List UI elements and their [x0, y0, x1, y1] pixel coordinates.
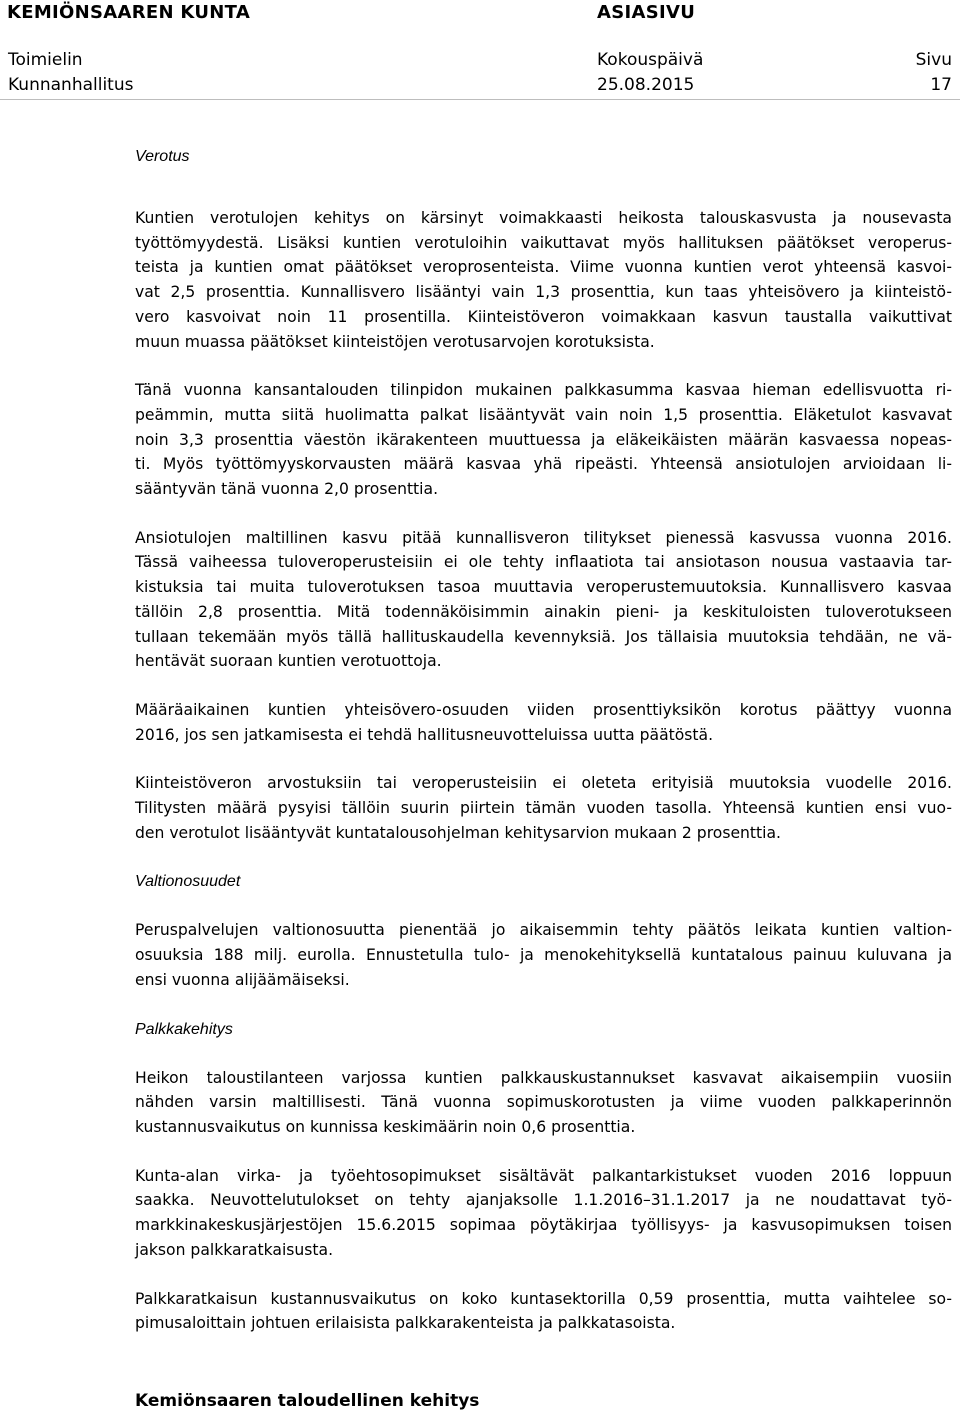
paragraph	[135, 918, 952, 992]
meeting-date-label: Kokouspäivä	[597, 50, 704, 70]
section-title-verotus: Verotus	[135, 148, 190, 165]
header-row-values	[0, 74, 960, 98]
committee-value: Kunnanhallitus	[8, 75, 134, 95]
page-number: 17	[930, 75, 952, 95]
document-body	[135, 146, 952, 1413]
paragraph	[135, 1287, 952, 1336]
paragraph	[135, 1066, 952, 1140]
paragraph-line: saakka. Neuvottelutulokset on tehty ajanjaksolle 1.1.2016–31.1.2017 ja ne noudattavat työ-	[135, 1191, 952, 1210]
paragraph-line: Heikon taloustilanteen varjossa kuntien palkkauskustannukset kasvavat aikaisempiin vuosiin	[135, 1068, 952, 1087]
paragraph-line: tullaan tekemään myös tällä hallituskaudella kevennyksiä. Jos tällaisia muutoksia tehdään, ne vä-	[135, 627, 952, 646]
paragraph-line: Kiinteistöveron arvostuksiin tai veroperusteisiin ei oleteta erityisiä muutoksia vuodelle 2016.	[135, 774, 952, 793]
page-label: Sivu	[915, 50, 952, 70]
paragraph-line: jakson palkkaratkaisusta.	[135, 1240, 334, 1259]
paragraph-line: peämmin, mutta siitä huolimatta palkat lisääntyvät vain noin 1,5 prosenttia. Eläketulot kasvavat	[135, 405, 952, 424]
section-heading-kemionsaari: Kemiönsaaren taloudellinen kehitys	[135, 1390, 480, 1411]
paragraph-line: markkinakeskusjärjestöjen 15.6.2015 sopimaa pöytäkirjaa työllisyys- ja kasvusopimuksen toisen	[135, 1216, 952, 1235]
paragraph-line: kistuksia tai muita tuloverotuksen tasoa muuttavia veroperustemuutoksia. Kunnallisvero kasvaa	[135, 578, 952, 597]
header-divider	[0, 99, 960, 100]
paragraph-line: Peruspalvelujen valtionosuutta pienentää jo aikaisemmin tehty päätös leikata kuntien valtion-	[135, 921, 952, 940]
paragraph	[135, 206, 952, 354]
section-title-palkkakehitys: Palkkakehitys	[135, 1020, 233, 1038]
paragraph-line: kustannusvaikutus on kunnissa keskimäärin noin 0,6 prosenttia.	[135, 1117, 636, 1136]
paragraph-line: Tänä vuonna kansantalouden tilinpidon mukainen palkkasumma kasvaa hieman edellisvuotta ri-	[135, 381, 952, 400]
paragraph-line: 2016, jos sen jatkamisesta ei tehdä hallitusneuvotteluissa uutta päätöstä.	[135, 725, 714, 744]
paragraph-line: vat 2,5 prosenttia. Kunnallisvero lisääntyi vain 1,3 prosenttia, kun taas yhteisövero ja kiinteistö-	[135, 283, 952, 302]
paragraph-line: Tilitysten määrä pysyisi tällöin suurin piirtein tämän vuoden tasolla. Yhteensä kuntien ensi vuo-	[135, 799, 952, 818]
paragraph-line: Kunta-alan virka- ja työehtosopimukset sisältävät palkantarkistukset vuoden 2016 loppuun	[135, 1166, 952, 1185]
paragraph-line: nähden varsin maltillisesti. Tänä vuonna sopimuskorotusten ja viime vuoden palkkaperinnön	[135, 1093, 952, 1112]
section-title-valtionosuudet: Valtionosuudet	[135, 873, 241, 891]
meeting-date-value: 25.08.2015	[597, 75, 695, 95]
committee-label: Toimielin	[8, 50, 83, 70]
paragraph-line: työttömyydestä. Lisäksi kuntien verotuloihin vaikuttavat myös hallituksen päätökset veroperus-	[135, 233, 952, 252]
paragraph-line: Kuntien verotulojen kehitys on kärsinyt voimakkaasti heikosta talouskasvusta ja nousevasta	[135, 209, 952, 227]
header-row-labels	[0, 49, 960, 73]
paragraph-line: sääntyvän tänä vuonna 2,0 prosenttia.	[135, 480, 439, 499]
paragraph-line: noin 3,3 prosenttia väestön ikärakenteen muuttuessa ja eläkeikäisten määrän kasvaessa nopeas-	[135, 430, 952, 449]
paragraph-line: den verotulot lisääntyvät kuntatalousohjelman kehitysarvion mukaan 2 prosenttia.	[135, 823, 781, 842]
paragraph-line: Palkkaratkaisun kustannusvaikutus on koko kuntasektorilla 0,59 prosenttia, mutta vaihtelee so-	[135, 1289, 952, 1308]
paragraph-line: ensi vuonna alijäämäiseksi.	[135, 970, 350, 989]
paragraph-line: osuuksia 188 milj. eurolla. Ennustetulla tulo- ja menokehityksellä kuntatalous painuu kuluvana ja	[135, 946, 952, 965]
paragraph	[135, 771, 952, 845]
paragraph-line: Tässä vaiheessa tuloveroperusteisiin ei ole tehty inflaatiota tai ansiotason nousua vastaavia tar-	[135, 553, 952, 572]
paragraph-line: vero kasvoivat noin 11 prosentilla. Kiinteistöveron voimakkaan kasvun taustalla vaikuttivat	[135, 307, 952, 326]
paragraph-line: hentävät suoraan kuntien verotuottoja.	[135, 652, 442, 671]
paragraph	[135, 378, 952, 502]
paragraph-line: teista ja kuntien omat päätökset veroprosenteista. Viime vuonna kuntien verot yhteensä kasvoi-	[135, 258, 952, 277]
paragraph-line: ti. Myös työttömyyskorvausten määrä kasvaa yhä ripeästi. Yhteensä ansiotulojen arvioidaan li-	[135, 455, 952, 474]
doc-type: ASIASIVU	[597, 2, 696, 23]
paragraph	[135, 698, 952, 747]
org-name: KEMIÖNSAAREN KUNTA	[7, 2, 251, 23]
paragraph	[135, 526, 952, 674]
paragraph-line: muun muassa päätökset kiinteistöjen verotusarvojen korotuksista.	[135, 332, 655, 351]
paragraph-line: Määräaikainen kuntien yhteisövero-osuuden viiden prosenttiyksikön korotus päättyy vuonna	[135, 700, 952, 719]
paragraph	[135, 1164, 952, 1263]
paragraph-line: pimusaloittain johtuen erilaisista palkkarakenteista ja palkkatasoista.	[135, 1314, 676, 1333]
paragraph-line: Ansiotulojen maltillinen kasvu pitää kunnallisveron tilitykset pienessä kasvussa vuonna 2016.	[135, 528, 952, 547]
paragraph-line: tällöin 2,8 prosenttia. Mitä todennäköisimmin ainakin pieni- ja keskituloisten tuloverotukseen	[135, 602, 952, 621]
header-row-1	[0, 2, 960, 26]
